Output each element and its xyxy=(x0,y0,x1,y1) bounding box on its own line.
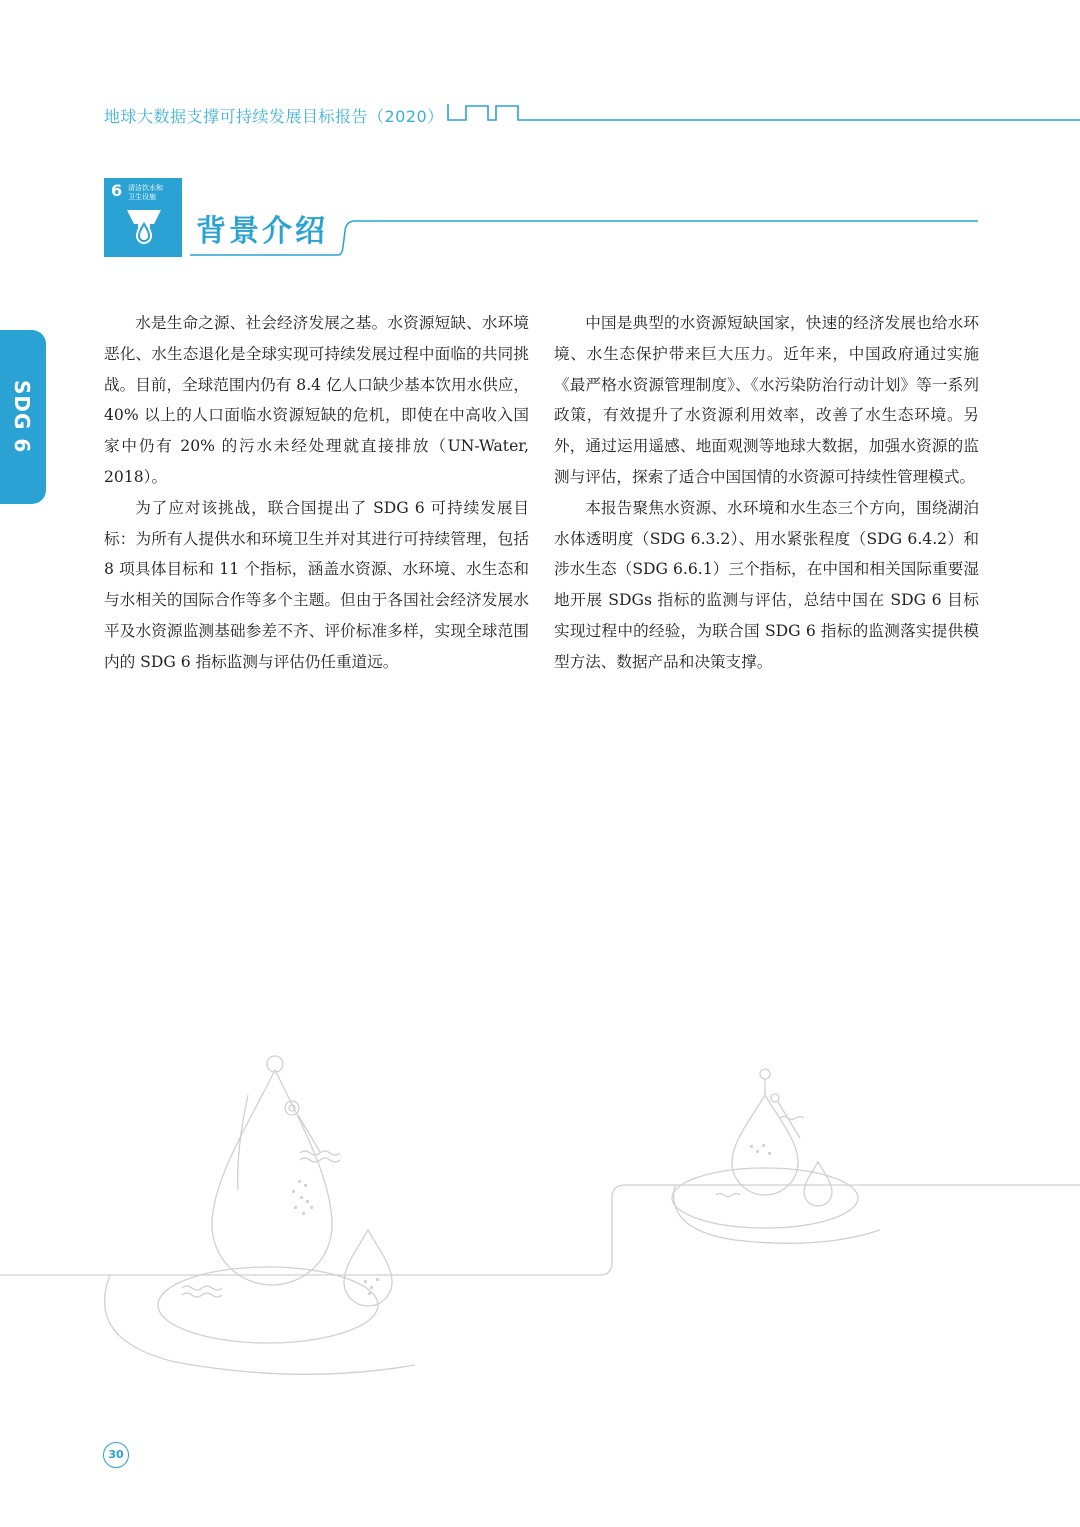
header-decoration-line xyxy=(440,100,1080,126)
paragraph: 为了应对该挑战，联合国提出了 SDG 6 可持续发展目标：为所有人提供水和环境卫生并对其进行可持续管理，包括 8 项具体目标和 11 个指标，涵盖水资源、水环境、水生态和与水相关的国际合作等多个主题。但由于各国社会经济发展水平及水资源监测基础参差不齐、评价标准多样，实现全球范围内的 SDG 6 指标监测与评估仍任重道远。 xyxy=(104,498,529,671)
sdg-badge-caption-line2: 卫生设施 xyxy=(128,193,156,201)
running-header-title: 地球大数据支撑可持续发展目标报告（2020） xyxy=(104,107,444,126)
sdg6-badge xyxy=(104,178,182,257)
paragraph: 水是生命之源、社会经济发展之基。水资源短缺、水环境恶化、水生态退化是全球实现可持续发展过程中面临的共同挑战。目前，全球范围内仍有 8.4 亿人口缺少基本饮用水供应，40% 以上的人口面临水资源短缺的危机，即使在中高收入国家中仍有 20% 的污水未经处理就直接排放（UN-Water, 2018）。 xyxy=(104,314,529,486)
right-text-column xyxy=(554,308,979,678)
paragraph: 中国是典型的水资源短缺国家，快速的经济发展也给水环境、水生态保护带来巨大压力。近年来，中国政府通过实施《最严格水资源管理制度》、《水污染防治行动计划》等一系列政策，有效提升了水资源利用效率，改善了水生态环境。另外，通过运用遥感、地面观测等地球大数据，加强水资源的监测与评估，探索了适合中国国情的水资源可持续性管理模式。 xyxy=(554,314,979,486)
section-title: 背景介绍 xyxy=(196,214,328,249)
water-drop-illustration xyxy=(0,1040,1080,1420)
sdg-badge-caption xyxy=(128,184,163,202)
sdg-badge-number: 6 xyxy=(111,181,123,200)
sdg-side-tab xyxy=(0,330,46,504)
left-text-column xyxy=(104,308,529,678)
sdg-badge-caption-line1: 清洁饮水和 xyxy=(128,184,163,192)
side-tab-label: SDG 6 xyxy=(10,380,34,454)
paragraph: 本报告聚焦水资源、水环境和水生态三个方向，围绕湖泊水体透明度（SDG 6.3.2）、用水紧张程度（SDG 6.4.2）和涉水生态（SDG 6.6.1）三个指标，在中国和相关国际重要湿地开展 SDGs 指标的监测与评估，总结中国在 SDG 6 目标实现过程中的经验，为联合国 SDG 6 指标的监测落实提供模型方法、数据产品和决策支撑。 xyxy=(554,498,979,671)
water-tap-drop-icon xyxy=(124,206,164,250)
page-number: 30 xyxy=(103,1442,129,1468)
